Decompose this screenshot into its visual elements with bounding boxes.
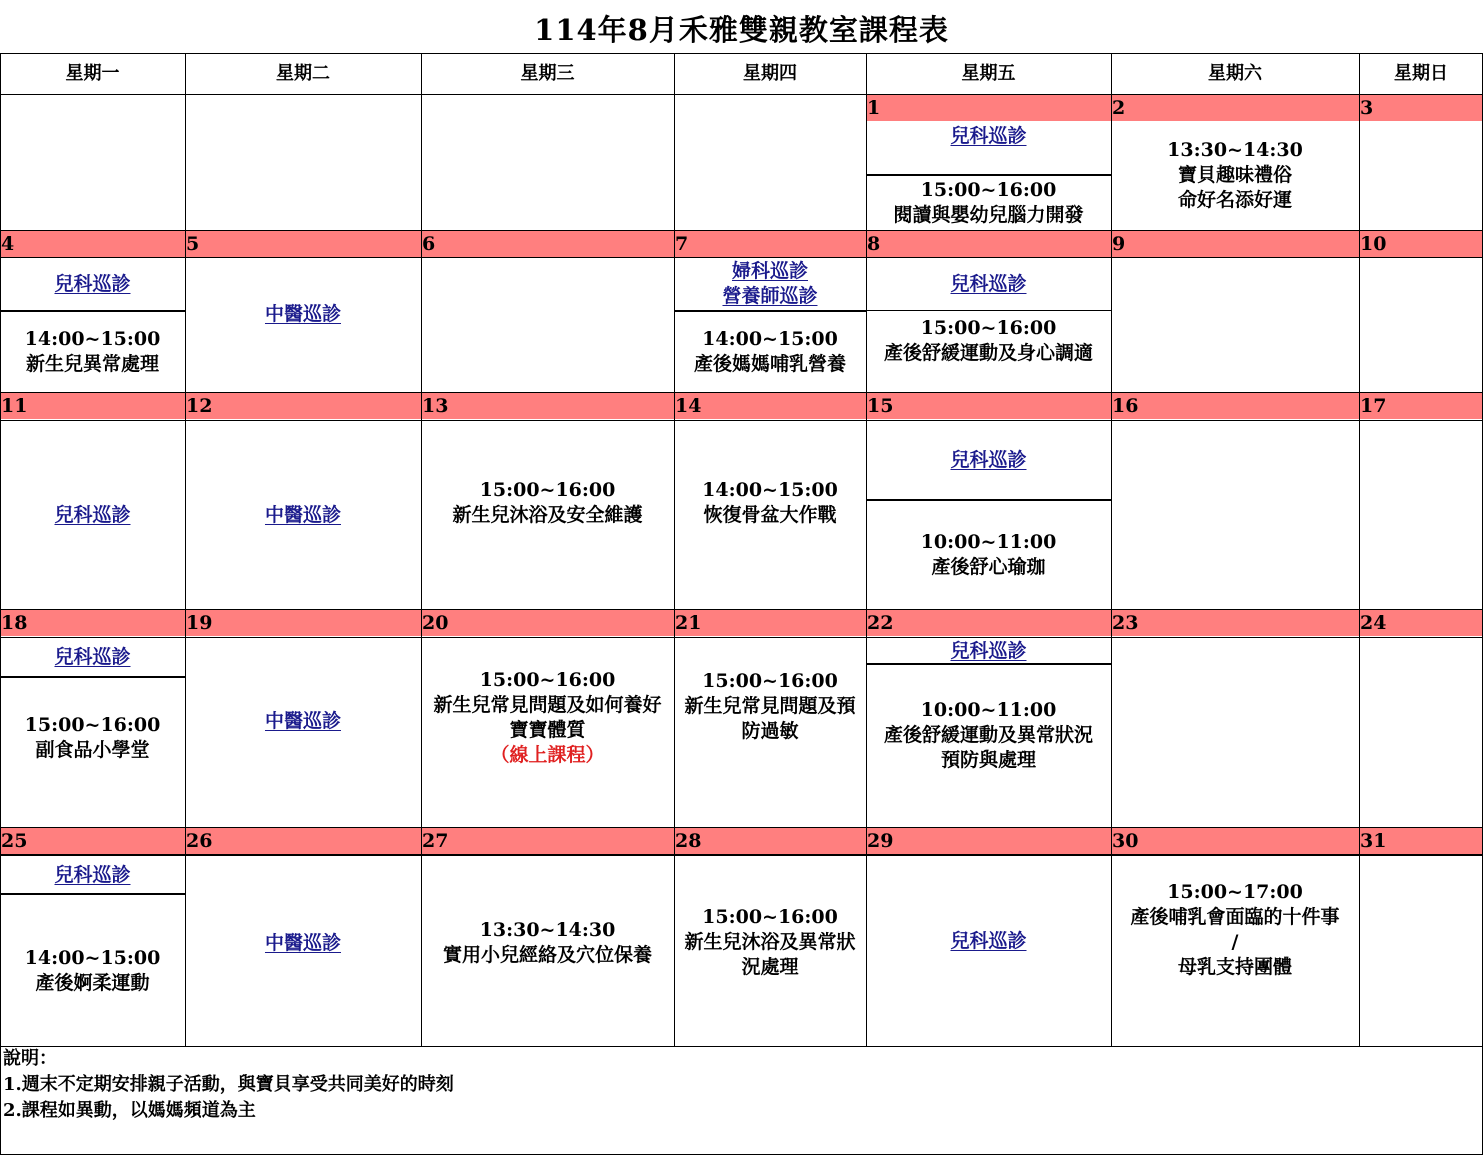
- date-number: 30: [1112, 830, 1139, 852]
- course-title: 況處理: [741, 956, 799, 978]
- course-time: 10:00~11:00: [920, 698, 1057, 721]
- pediatric-clinic-link[interactable]: 兒科巡診: [950, 448, 1027, 471]
- course-time: 14:00~15:00: [24, 328, 161, 350]
- day-5-tcm-clinic: [185, 258, 421, 370]
- course-title: 產後舒緩運動及身心調適: [883, 342, 1093, 364]
- course-title: 母乳支持團體: [1177, 956, 1292, 978]
- date-number: 17: [1360, 395, 1387, 417]
- course-time: 13:30~14:30: [479, 919, 616, 941]
- online-course-tag: （線上課程）: [490, 744, 605, 766]
- date-number: 6: [422, 233, 436, 255]
- grid-line: [0, 257, 1483, 258]
- gynecology-clinic-link[interactable]: 婦科巡診: [731, 260, 808, 282]
- grid-line: [1111, 53, 1112, 1046]
- day-7-clinics: [674, 258, 866, 310]
- course-time: 14:00~15:00: [702, 328, 838, 350]
- date-number: 15: [867, 395, 894, 417]
- date-band: [0, 610, 1483, 636]
- day-13-course: [421, 421, 674, 585]
- date-number: 27: [422, 830, 449, 852]
- date-number: 2: [1112, 97, 1126, 119]
- grid-line: [0, 53, 1483, 54]
- day-11-pediatric-clinic: [0, 421, 185, 609]
- grid-line: [0, 637, 1483, 638]
- pediatric-clinic-link[interactable]: 兒科巡診: [54, 272, 131, 295]
- tcm-clinic-link[interactable]: 中醫巡診: [264, 503, 341, 526]
- date-number: 28: [675, 830, 702, 852]
- date-number: 5: [186, 233, 200, 255]
- grid-line: [866, 53, 867, 1046]
- course-time: 14:00~15:00: [702, 479, 838, 501]
- divider: [866, 310, 1111, 311]
- date-number: 3: [1360, 97, 1374, 119]
- day-12-tcm-clinic: [185, 421, 421, 609]
- pediatric-clinic-link[interactable]: 兒科巡診: [950, 639, 1027, 662]
- course-title: 預防與處理: [940, 748, 1036, 771]
- date-number: 24: [1360, 612, 1387, 634]
- date-number: 18: [1, 612, 28, 634]
- grid-line: [0, 94, 1483, 95]
- day-1-pediatric-clinic: [866, 120, 1111, 152]
- date-number: 11: [1, 395, 28, 417]
- course-title: 產後舒心瑜珈: [931, 556, 1046, 578]
- day-18-course: [0, 678, 185, 798]
- course-time: 15:00~16:00: [920, 179, 1057, 201]
- weekday-header: 星期二: [276, 63, 330, 84]
- notes-item: 1.週末不定期安排親子活動，與寶貝享受共同美好的時刻: [3, 1074, 454, 1095]
- day-26-tcm-clinic: [185, 856, 421, 1030]
- date-number: 29: [867, 830, 894, 852]
- course-title: 閱讀與嬰幼兒腦力開發: [893, 204, 1084, 226]
- grid-line: [185, 53, 186, 1046]
- day-14-course: [674, 421, 866, 585]
- course-title: 恢復骨盆大作戰: [703, 504, 837, 526]
- grid-line: [0, 854, 1483, 856]
- date-number: 10: [1360, 233, 1387, 255]
- grid-line: [0, 420, 1483, 421]
- weekday-header: 星期五: [961, 63, 1016, 84]
- weekday-header: 星期六: [1208, 63, 1262, 84]
- tcm-clinic-link[interactable]: 中醫巡診: [264, 709, 341, 732]
- course-title: 新生兒常見問題及預: [684, 695, 856, 717]
- day-29-pediatric-clinic: [866, 856, 1111, 1026]
- day-28-course: [674, 856, 866, 1030]
- day-18-pediatric-clinic: [0, 638, 185, 676]
- course-title: 防過敏: [741, 720, 799, 742]
- course-title: 產後婀柔運動: [35, 971, 150, 994]
- course-title: 實用小兒經絡及穴位保養: [442, 944, 652, 966]
- day-27-course: [421, 856, 674, 1030]
- date-number: 8: [867, 233, 881, 255]
- day-4-course: [0, 312, 185, 392]
- course-title: 新生兒沐浴及安全維護: [452, 504, 643, 526]
- pediatric-clinic-link[interactable]: 兒科巡診: [950, 929, 1027, 952]
- course-time: 14:00~15:00: [24, 946, 161, 969]
- course-title: 命好名添好運: [1177, 188, 1292, 211]
- weekday-header: 星期四: [743, 63, 797, 84]
- day-1-course: [866, 176, 1111, 230]
- date-number: 7: [675, 233, 689, 255]
- date-band: [0, 231, 1483, 257]
- course-title: 寶寶體質: [509, 719, 586, 741]
- notes-section: [3, 1046, 454, 1124]
- date-number: 19: [186, 612, 213, 634]
- course-time: 15:00~16:00: [920, 317, 1057, 339]
- notes-item: 2.課程如異動，以媽媽頻道為主: [3, 1100, 256, 1121]
- pediatric-clinic-link[interactable]: 兒科巡診: [950, 124, 1027, 147]
- course-time: 15:00~16:00: [24, 714, 161, 736]
- pediatric-clinic-link[interactable]: 兒科巡診: [54, 503, 131, 526]
- date-number: 20: [422, 612, 449, 634]
- date-number: 13: [422, 395, 449, 417]
- pediatric-clinic-link[interactable]: 兒科巡診: [950, 272, 1027, 295]
- tcm-clinic-link[interactable]: 中醫巡診: [264, 302, 341, 325]
- weekday-header: 星期一: [65, 63, 120, 84]
- day-4-pediatric-clinic: [0, 258, 185, 310]
- grid-line: [0, 230, 1483, 231]
- day-2-course: [1111, 121, 1359, 229]
- day-25-course: [0, 895, 185, 1046]
- day-8-pediatric-clinic: [866, 258, 1111, 310]
- course-title: 副食品小學堂: [35, 739, 150, 761]
- grid-line: [0, 1046, 1483, 1047]
- date-number: 1: [867, 97, 881, 119]
- weekday-header: 星期日: [1394, 63, 1448, 84]
- course-title: 寶貝趣味禮俗: [1177, 163, 1292, 186]
- date-band: [866, 95, 1483, 121]
- date-number: 9: [1112, 233, 1126, 255]
- day-8-course: [866, 312, 1111, 370]
- pediatric-clinic-link[interactable]: 兒科巡診: [54, 863, 131, 886]
- notes-heading: 說明：: [3, 1048, 57, 1069]
- course-title: 新生兒常見問題及如何養好: [433, 694, 662, 716]
- date-number: 4: [1, 233, 15, 255]
- course-title: 產後哺乳會面臨的十件事: [1130, 906, 1340, 928]
- date-number: 23: [1112, 612, 1139, 634]
- day-15-course: [866, 501, 1111, 609]
- day-30-course: [1111, 856, 1359, 994]
- date-number: 16: [1112, 395, 1139, 417]
- course-time: 10:00~11:00: [920, 531, 1057, 553]
- grid-line: [421, 53, 422, 1046]
- course-title: /: [1231, 931, 1239, 953]
- date-band: [0, 393, 1483, 419]
- day-21-course: [674, 638, 866, 798]
- grid-line: [0, 53, 1, 1154]
- date-number: 26: [186, 830, 213, 852]
- course-time: 13:30~14:30: [1167, 138, 1303, 161]
- course-title: 新生兒異常處理: [25, 353, 159, 375]
- date-number: 22: [867, 612, 894, 634]
- course-time: 15:00~16:00: [702, 670, 838, 692]
- day-15-pediatric-clinic: [866, 421, 1111, 499]
- course-title: 新生兒沐浴及異常狀: [684, 931, 856, 953]
- date-number: 14: [675, 395, 702, 417]
- course-time: 15:00~16:00: [479, 669, 616, 691]
- grid-line: [0, 392, 1483, 393]
- date-number: 12: [186, 395, 213, 417]
- pediatric-clinic-link[interactable]: 兒科巡診: [54, 645, 131, 668]
- date-number: 31: [1360, 830, 1387, 852]
- course-time: 15:00~16:00: [702, 906, 838, 928]
- grid-line: [674, 53, 675, 1046]
- grid-line: [0, 609, 1483, 610]
- day-25-pediatric-clinic: [0, 856, 185, 894]
- course-title: 產後舒緩運動及異常狀況: [883, 723, 1093, 746]
- nutritionist-clinic-link[interactable]: 營養師巡診: [722, 285, 818, 307]
- course-time: 15:00~16:00: [479, 479, 616, 501]
- date-number: 21: [675, 612, 702, 634]
- date-number: 25: [1, 830, 28, 852]
- grid-line: [0, 827, 1483, 828]
- day-7-course: [674, 312, 866, 392]
- course-time: 15:00~17:00: [1167, 881, 1303, 903]
- grid-line: [1359, 53, 1360, 1046]
- date-band: [0, 828, 1483, 854]
- day-19-tcm-clinic: [185, 638, 421, 804]
- page-title: 114年8月禾雅雙親教室課程表: [534, 13, 949, 47]
- weekday-header: 星期三: [520, 63, 575, 84]
- day-22-course: [866, 665, 1111, 805]
- day-20-course: [421, 638, 674, 798]
- course-title: 產後媽媽哺乳營養: [693, 353, 846, 375]
- day-22-pediatric-clinic: [866, 638, 1111, 664]
- tcm-clinic-link[interactable]: 中醫巡診: [264, 931, 341, 954]
